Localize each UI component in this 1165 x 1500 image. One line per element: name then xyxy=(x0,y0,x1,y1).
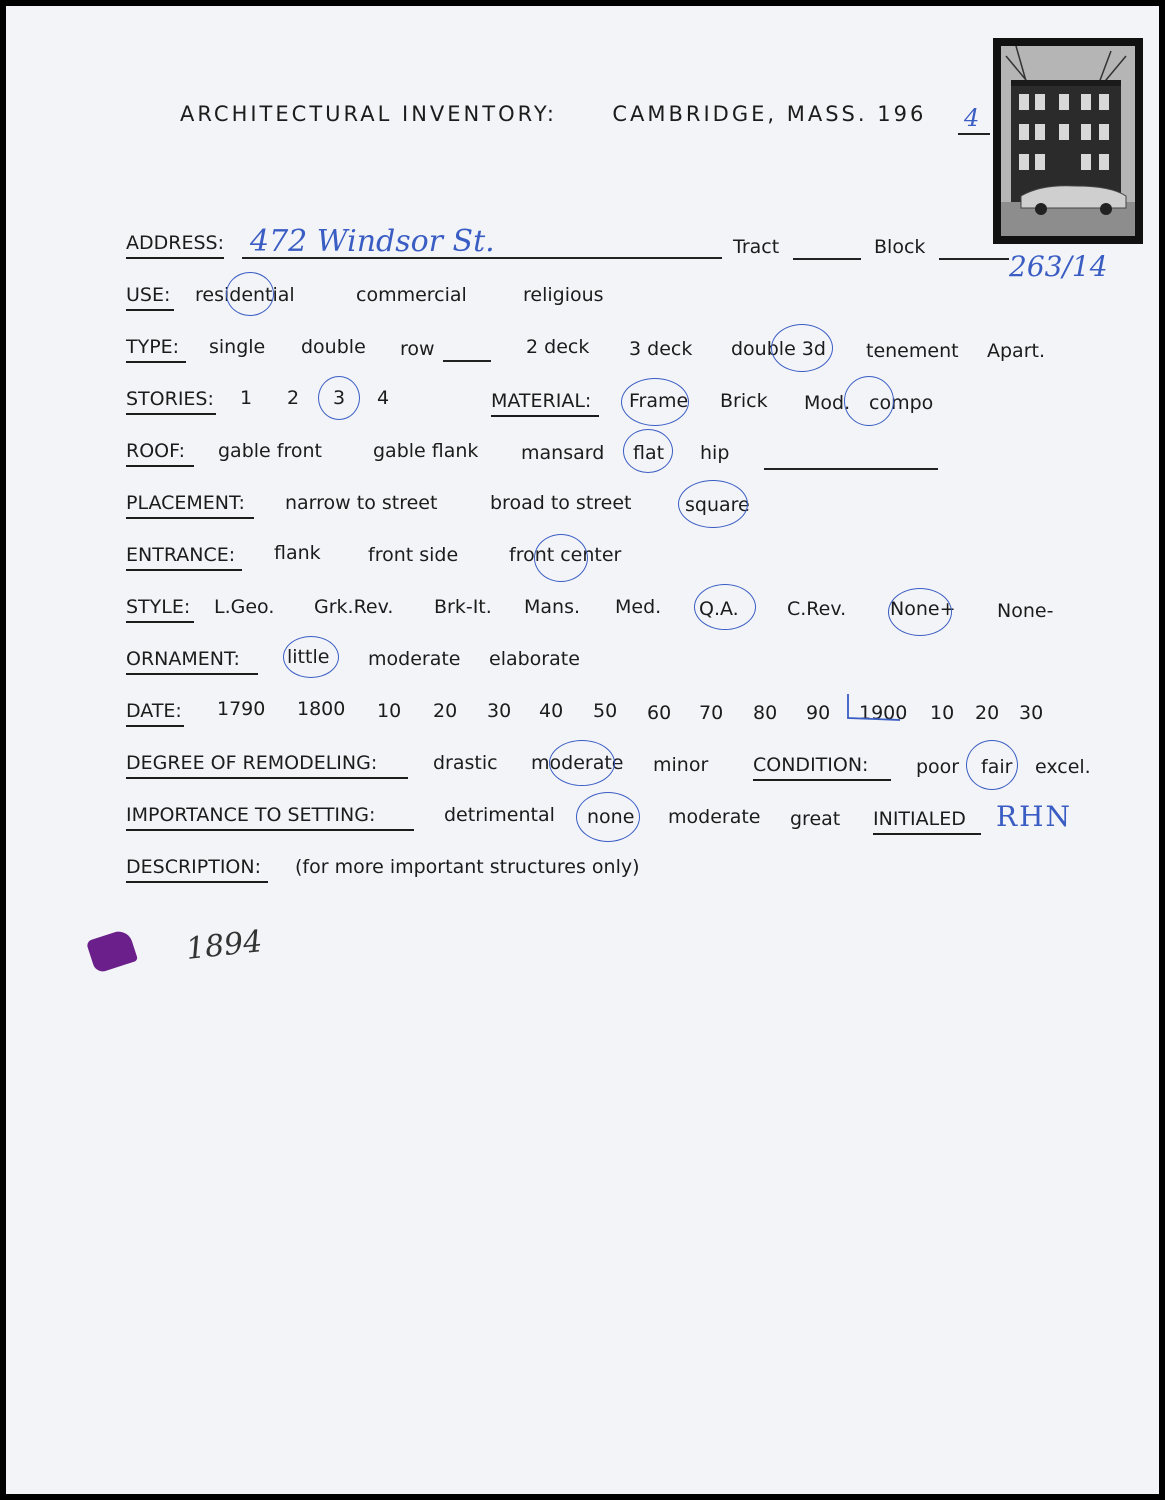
stories-option-1: 1 xyxy=(240,387,253,409)
type-option-apart: Apart. xyxy=(987,340,1046,362)
date-label-underline xyxy=(126,725,184,727)
ornament-option-little: little xyxy=(287,646,330,668)
importance-label: IMPORTANCE TO SETTING: xyxy=(126,804,376,826)
ornament-label-underline xyxy=(126,673,258,675)
material-selection-circle-frame xyxy=(621,378,689,426)
importance-option-none: none xyxy=(587,806,635,828)
style-selection-circle-none xyxy=(888,588,952,636)
roof-selection-circle xyxy=(623,429,673,473)
tract-label: Tract xyxy=(733,236,780,258)
remodeling-option-drastic: drastic xyxy=(433,752,498,774)
material-label: MATERIAL: xyxy=(491,390,592,412)
style-label-underline xyxy=(126,621,194,623)
roof-option-hip: hip xyxy=(700,442,730,464)
date-option-1890: 90 xyxy=(806,702,831,724)
style-option-l-geo: L.Geo. xyxy=(214,596,275,618)
stories-label-underline xyxy=(126,413,216,415)
use-option-residential: residential xyxy=(195,284,295,306)
stories-label: STORIES: xyxy=(126,388,214,410)
date-selection-bracket xyxy=(844,690,904,724)
date-option-1930: 30 xyxy=(1019,702,1044,724)
type-selection-circle xyxy=(771,324,833,372)
use-label: USE: xyxy=(126,284,171,306)
date-option-1840: 40 xyxy=(539,700,564,722)
roof-other-blank xyxy=(764,468,938,470)
remodeling-selection-circle xyxy=(549,740,615,786)
city-text: CAMBRIDGE, MASS. 196 xyxy=(612,102,927,126)
type-label: TYPE: xyxy=(126,336,180,358)
condition-label: CONDITION: xyxy=(753,754,869,776)
material-label-underline xyxy=(491,415,599,417)
purple-stamp-mark xyxy=(86,928,138,974)
use-selection-circle xyxy=(226,272,274,316)
material-option-brick: Brick xyxy=(720,390,768,412)
date-option-1850: 50 xyxy=(593,700,618,722)
photo-image xyxy=(1001,46,1135,236)
roof-label-underline xyxy=(126,465,194,467)
placement-selection-circle xyxy=(678,480,748,528)
description-label: DESCRIPTION: xyxy=(126,856,262,878)
placement-option-narrow: narrow to street xyxy=(285,492,438,514)
tract-blank xyxy=(793,258,861,260)
style-option-none-plus: None+ xyxy=(890,598,956,620)
entrance-option-front-side: front side xyxy=(368,544,459,566)
style-option-qa: Q.A. xyxy=(699,598,739,620)
type-option-row: row xyxy=(400,338,435,360)
entrance-label: ENTRANCE: xyxy=(126,544,236,566)
style-option-brk-it: Brk-It. xyxy=(434,596,492,618)
date-option-1810: 10 xyxy=(377,700,402,722)
ornament-option-moderate: moderate xyxy=(368,648,461,670)
style-option-mans: Mans. xyxy=(524,596,581,618)
remodeling-label: DEGREE OF REMODELING: xyxy=(126,752,378,774)
type-option-tenement: tenement xyxy=(866,340,959,362)
use-label-underline xyxy=(126,309,174,311)
address-handwritten: 472 Windsor St. xyxy=(250,224,495,259)
style-option-c-rev: C.Rev. xyxy=(787,598,847,620)
material-option-frame: Frame xyxy=(629,390,689,412)
date-option-1820: 20 xyxy=(433,700,458,722)
roof-option-gable-flank: gable flank xyxy=(373,440,479,462)
year-handwritten: 4 xyxy=(964,104,980,132)
block-label: Block xyxy=(874,236,926,258)
address-label-underline xyxy=(126,257,224,259)
placement-label: PLACEMENT: xyxy=(126,492,245,514)
condition-label-underline xyxy=(753,779,891,781)
style-option-grk-rev: Grk.Rev. xyxy=(314,596,394,618)
date-option-1920: 20 xyxy=(975,702,1000,724)
date-label: DATE: xyxy=(126,700,182,722)
type-label-underline xyxy=(126,361,186,363)
condition-selection-circle xyxy=(966,740,1018,790)
entrance-selection-circle xyxy=(534,534,588,582)
initialed-label-underline xyxy=(873,833,981,835)
date-option-1860: 60 xyxy=(647,702,672,724)
description-label-underline xyxy=(126,881,268,883)
address-label: ADDRESS: xyxy=(126,232,224,254)
importance-selection-circle xyxy=(576,792,640,842)
title-text: ARCHITECTURAL INVENTORY: xyxy=(180,102,557,126)
type-option-3-deck: 3 deck xyxy=(629,338,693,360)
material-option-mod: Mod. xyxy=(804,392,851,414)
stories-option-3: 3 xyxy=(333,387,346,409)
material-selection-circle-compo xyxy=(844,376,894,426)
date-option-1790: 1790 xyxy=(217,698,266,720)
stories-selection-circle xyxy=(318,376,360,420)
row-blank xyxy=(443,360,491,362)
use-option-religious: religious xyxy=(523,284,604,306)
roof-option-mansard: mansard xyxy=(521,442,605,464)
building-photo xyxy=(993,38,1143,244)
roof-option-flat: flat xyxy=(633,442,665,464)
inventory-form-page xyxy=(6,6,1159,1494)
building-illustration xyxy=(1001,46,1135,236)
ornament-option-elaborate: elaborate xyxy=(489,648,580,670)
condition-option-fair: fair xyxy=(981,756,1013,778)
handwritten-year: 1894 xyxy=(184,924,264,967)
description-note: (for more important structures only) xyxy=(295,856,640,878)
stories-option-4: 4 xyxy=(377,387,390,409)
placement-label-underline xyxy=(126,517,254,519)
importance-label-underline xyxy=(126,829,414,831)
importance-option-moderate: moderate xyxy=(668,806,761,828)
date-option-1830: 30 xyxy=(487,700,512,722)
roof-label: ROOF: xyxy=(126,440,185,462)
condition-option-excel: excel. xyxy=(1035,756,1091,778)
ornament-label: ORNAMENT: xyxy=(126,648,240,670)
importance-option-detrimental: detrimental xyxy=(444,804,555,826)
ornament-selection-circle xyxy=(283,636,339,678)
remodeling-label-underline xyxy=(126,777,408,779)
form-title xyxy=(180,102,926,126)
type-option-double-3d: double 3d xyxy=(731,338,826,360)
date-option-1900: 1900 xyxy=(859,702,908,724)
date-option-1870: 70 xyxy=(699,702,724,724)
placement-option-square: square xyxy=(685,494,750,516)
entrance-option-front-center: front center xyxy=(509,544,622,566)
style-selection-circle-qa xyxy=(694,584,756,630)
use-option-commercial: commercial xyxy=(356,284,467,306)
year-blank xyxy=(958,133,990,135)
date-option-1880: 80 xyxy=(753,702,778,724)
initialed-label: INITIALED xyxy=(873,808,966,830)
style-option-med: Med. xyxy=(615,596,662,618)
remodeling-option-minor: minor xyxy=(653,754,709,776)
block-handwritten: 263/14 xyxy=(1009,250,1108,283)
style-label: STYLE: xyxy=(126,596,191,618)
stories-option-2: 2 xyxy=(287,387,300,409)
block-blank xyxy=(939,258,1009,260)
date-option-1910: 10 xyxy=(930,702,955,724)
material-option-compo: compo xyxy=(869,392,934,414)
date-option-1800: 1800 xyxy=(297,698,346,720)
condition-option-poor: poor xyxy=(916,756,960,778)
placement-option-broad: broad to street xyxy=(490,492,632,514)
remodeling-option-moderate: moderate xyxy=(531,752,624,774)
importance-option-great: great xyxy=(790,808,841,830)
type-option-2-deck: 2 deck xyxy=(526,336,590,358)
roof-option-gable-front: gable front xyxy=(218,440,322,462)
entrance-option-flank: flank xyxy=(274,542,321,564)
style-option-none-minus: None- xyxy=(997,600,1054,622)
type-option-single: single xyxy=(209,336,266,358)
initialed-handwritten: RHN xyxy=(996,800,1072,833)
entrance-label-underline xyxy=(126,569,242,571)
type-option-double: double xyxy=(301,336,366,358)
